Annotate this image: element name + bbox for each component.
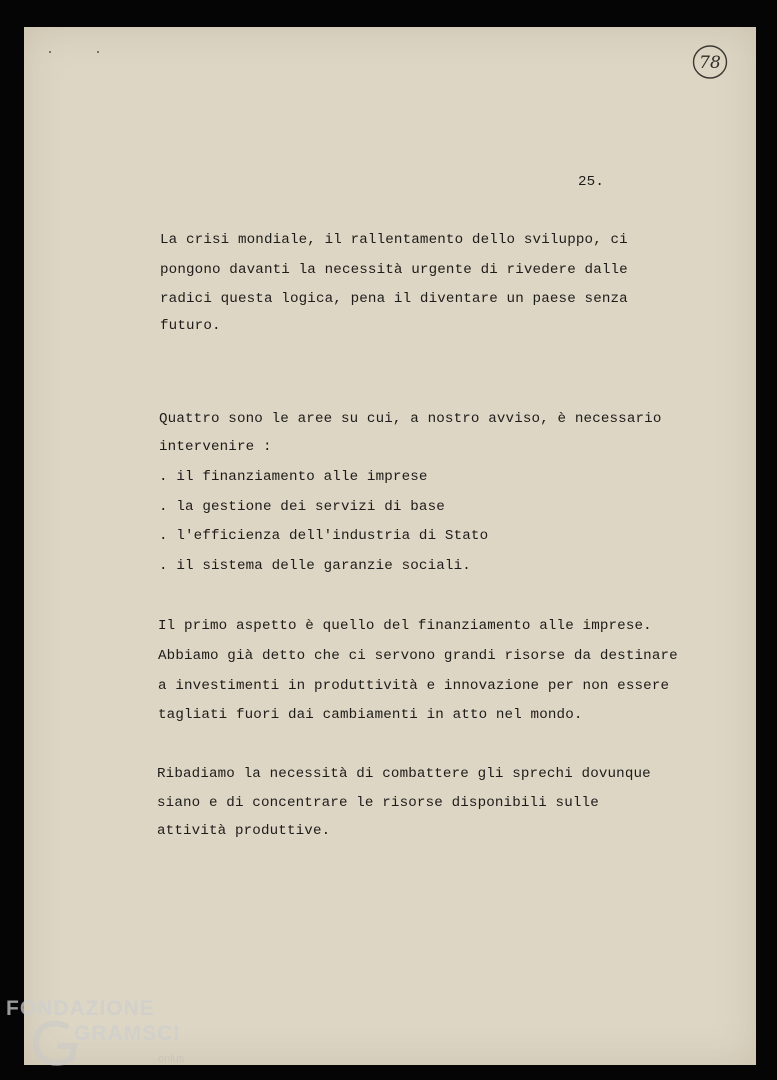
text-line: Il primo aspetto è quello del finanziamento alle imprese. [158, 618, 652, 634]
text-line: Abbiamo già detto che ci servono grandi risorse da destinare [158, 648, 678, 664]
text-line: a investimenti in produttività e innovazione per non essere [158, 678, 670, 694]
text-line: intervenire : [159, 439, 272, 455]
watermark-g-logo [36, 1023, 74, 1062]
paper-speck [97, 51, 99, 53]
text-line: Quattro sono le aree su cui, a nostro avviso, è necessario [159, 411, 662, 427]
watermark-line-3: onlus [158, 1053, 185, 1065]
text-line: tagliati fuori dai cambiamenti in atto nel mondo. [158, 707, 583, 723]
page-number: 25. [578, 174, 604, 190]
list-item: . il sistema delle garanzie sociali. [159, 558, 471, 574]
paper-speck [49, 51, 51, 53]
text-line: Ribadiamo la necessità di combattere gli sprechi dovunque [157, 766, 651, 782]
archive-number-stamp [692, 44, 728, 80]
watermark-line-2: GRAMSCI [74, 1022, 181, 1045]
text-line: siano e di concentrare le risorse disponibili sulle [157, 795, 599, 811]
text-line: attività produttive. [157, 823, 331, 839]
fondazione-gramsci-watermark [4, 996, 204, 1076]
text-line: radici questa logica, pena il diventare un paese senza [160, 291, 628, 307]
list-item: . l'efficienza dell'industria di Stato [159, 528, 489, 544]
text-line: futuro. [160, 318, 221, 334]
list-item: . il finanziamento alle imprese [159, 469, 428, 485]
text-line: La crisi mondiale, il rallentamento dello sviluppo, ci [160, 232, 628, 248]
paper-sheet [24, 27, 756, 1065]
watermark-line-1: FONDAZIONE [6, 997, 155, 1020]
archive-number: 78 [699, 53, 721, 73]
text-line: pongono davanti la necessità urgente di rivedere dalle [160, 262, 628, 278]
list-item: . la gestione dei servizi di base [159, 499, 445, 515]
